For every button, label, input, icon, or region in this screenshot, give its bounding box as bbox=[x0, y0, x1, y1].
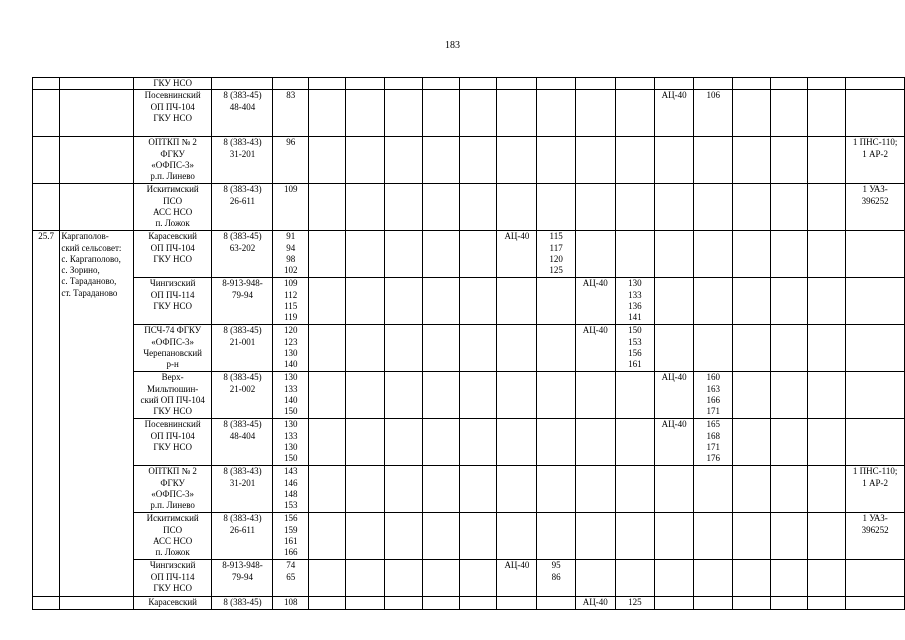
empty-cell bbox=[808, 231, 846, 278]
empty-cell bbox=[384, 419, 422, 466]
unit-name: Карасевский ОП ПЧ-104 ГКУ НСО bbox=[133, 231, 212, 278]
empty-cell bbox=[537, 137, 575, 184]
empty-cell bbox=[733, 90, 770, 137]
empty-cell bbox=[308, 560, 345, 597]
settlement-name bbox=[60, 78, 133, 90]
empty-cell bbox=[384, 560, 422, 597]
empty-cell bbox=[422, 231, 459, 278]
empty-cell bbox=[422, 466, 459, 513]
vehicle-type: АЦ-40 bbox=[655, 372, 694, 419]
empty-cell bbox=[694, 466, 733, 513]
empty-cell bbox=[846, 90, 905, 137]
empty-cell bbox=[497, 184, 537, 231]
empty-cell bbox=[497, 78, 537, 90]
empty-cell bbox=[422, 278, 459, 325]
empty-cell bbox=[694, 560, 733, 597]
empty-cell bbox=[770, 372, 807, 419]
item-number bbox=[33, 78, 60, 90]
empty-cell bbox=[808, 90, 846, 137]
empty-cell bbox=[308, 466, 345, 513]
empty-cell bbox=[694, 278, 733, 325]
empty-cell bbox=[733, 560, 770, 597]
empty-cell bbox=[733, 231, 770, 278]
empty-cell bbox=[615, 78, 654, 90]
empty-cell bbox=[770, 78, 807, 90]
distance-km: 83 bbox=[273, 90, 309, 137]
page-number: 183 bbox=[445, 40, 460, 51]
empty-cell bbox=[422, 513, 459, 560]
additional-equipment: 1 ПНС-110; 1 АР-2 bbox=[846, 137, 905, 184]
distance-km: 74 65 bbox=[273, 560, 309, 597]
empty-cell bbox=[655, 184, 694, 231]
empty-cell bbox=[346, 184, 384, 231]
vehicle-type: АЦ-40 bbox=[575, 325, 615, 372]
empty-cell bbox=[733, 278, 770, 325]
empty-cell bbox=[308, 325, 345, 372]
unit-phone: 8 (383-43) 31-201 bbox=[212, 466, 273, 513]
distance-km: 108 bbox=[273, 597, 309, 609]
vehicle-type: АЦ-40 bbox=[655, 419, 694, 466]
empty-cell bbox=[460, 466, 497, 513]
empty-cell bbox=[770, 597, 807, 609]
empty-cell bbox=[346, 513, 384, 560]
empty-cell bbox=[808, 325, 846, 372]
empty-cell bbox=[655, 137, 694, 184]
empty-cell bbox=[846, 231, 905, 278]
empty-cell bbox=[346, 597, 384, 609]
empty-cell bbox=[497, 90, 537, 137]
empty-cell bbox=[384, 231, 422, 278]
empty-cell bbox=[655, 597, 694, 609]
fire-response-table bbox=[32, 77, 905, 610]
empty-cell bbox=[846, 419, 905, 466]
empty-cell bbox=[694, 231, 733, 278]
empty-cell bbox=[460, 231, 497, 278]
empty-cell bbox=[308, 597, 345, 609]
empty-cell bbox=[655, 466, 694, 513]
empty-cell bbox=[308, 90, 345, 137]
empty-cell bbox=[384, 137, 422, 184]
empty-cell bbox=[733, 325, 770, 372]
empty-cell bbox=[460, 560, 497, 597]
empty-cell bbox=[575, 184, 615, 231]
empty-cell bbox=[575, 419, 615, 466]
table-row bbox=[33, 278, 905, 325]
distance-km: 120 123 130 140 bbox=[273, 325, 309, 372]
empty-cell bbox=[460, 90, 497, 137]
table-row bbox=[33, 372, 905, 419]
distance-km: 130 133 130 150 bbox=[273, 419, 309, 466]
empty-cell bbox=[770, 90, 807, 137]
arrival-time: 160 163 166 171 bbox=[694, 372, 733, 419]
arrival-time: 115 117 120 125 bbox=[537, 231, 575, 278]
empty-cell bbox=[733, 466, 770, 513]
empty-cell bbox=[384, 325, 422, 372]
empty-cell bbox=[808, 560, 846, 597]
table-row bbox=[33, 466, 905, 513]
empty-cell bbox=[575, 90, 615, 137]
distance-km: 91 94 98 102 bbox=[273, 231, 309, 278]
empty-cell bbox=[694, 597, 733, 609]
empty-cell bbox=[346, 325, 384, 372]
empty-cell bbox=[694, 78, 733, 90]
empty-cell bbox=[422, 90, 459, 137]
table-row bbox=[33, 137, 905, 184]
empty-cell bbox=[537, 184, 575, 231]
distance-km: 156 159 161 166 bbox=[273, 513, 309, 560]
empty-cell bbox=[346, 560, 384, 597]
empty-cell bbox=[694, 325, 733, 372]
empty-cell bbox=[460, 513, 497, 560]
table-row bbox=[33, 231, 905, 278]
empty-cell bbox=[615, 90, 654, 137]
empty-cell bbox=[770, 560, 807, 597]
empty-cell bbox=[346, 278, 384, 325]
empty-cell bbox=[346, 419, 384, 466]
empty-cell bbox=[384, 597, 422, 609]
empty-cell bbox=[655, 560, 694, 597]
empty-cell bbox=[770, 278, 807, 325]
empty-cell bbox=[497, 513, 537, 560]
item-number bbox=[33, 597, 60, 609]
empty-cell bbox=[808, 372, 846, 419]
empty-cell bbox=[384, 513, 422, 560]
settlement-name bbox=[60, 184, 133, 231]
empty-cell bbox=[384, 184, 422, 231]
empty-cell bbox=[694, 184, 733, 231]
item-number bbox=[33, 184, 60, 231]
unit-name: Посевнинский ОП ПЧ-104 ГКУ НСО bbox=[133, 419, 212, 466]
empty-cell bbox=[575, 372, 615, 419]
distance-km: 143 146 148 153 bbox=[273, 466, 309, 513]
arrival-time: 125 bbox=[615, 597, 654, 609]
empty-cell bbox=[770, 231, 807, 278]
empty-cell bbox=[846, 325, 905, 372]
empty-cell bbox=[537, 419, 575, 466]
empty-cell bbox=[770, 137, 807, 184]
empty-cell bbox=[422, 137, 459, 184]
empty-cell bbox=[497, 137, 537, 184]
empty-cell bbox=[308, 231, 345, 278]
empty-cell bbox=[422, 78, 459, 90]
empty-cell bbox=[615, 419, 654, 466]
table-row bbox=[33, 325, 905, 372]
empty-cell bbox=[460, 372, 497, 419]
empty-cell bbox=[733, 184, 770, 231]
empty-cell bbox=[733, 78, 770, 90]
empty-cell bbox=[346, 137, 384, 184]
empty-cell bbox=[422, 419, 459, 466]
empty-cell bbox=[615, 372, 654, 419]
vehicle-type: АЦ-40 bbox=[655, 90, 694, 137]
empty-cell bbox=[460, 325, 497, 372]
distance-km: 109 bbox=[273, 184, 309, 231]
empty-cell bbox=[537, 90, 575, 137]
empty-cell bbox=[846, 78, 905, 90]
table-row bbox=[33, 78, 905, 90]
empty-cell bbox=[615, 137, 654, 184]
empty-cell bbox=[497, 419, 537, 466]
settlement-name bbox=[60, 597, 133, 609]
empty-cell bbox=[770, 466, 807, 513]
empty-cell bbox=[308, 137, 345, 184]
empty-cell bbox=[655, 78, 694, 90]
empty-cell bbox=[497, 597, 537, 609]
empty-cell bbox=[615, 560, 654, 597]
unit-name: ГКУ НСО bbox=[133, 78, 212, 90]
settlement-name bbox=[60, 137, 133, 184]
empty-cell bbox=[770, 419, 807, 466]
unit-name: Искитимский ПСО АСС НСО п. Ложок bbox=[133, 184, 212, 231]
empty-cell bbox=[422, 560, 459, 597]
empty-cell bbox=[422, 597, 459, 609]
empty-cell bbox=[575, 466, 615, 513]
empty-cell bbox=[537, 278, 575, 325]
empty-cell bbox=[384, 78, 422, 90]
distance-km bbox=[273, 78, 309, 90]
empty-cell bbox=[655, 278, 694, 325]
item-number bbox=[33, 137, 60, 184]
empty-cell bbox=[808, 78, 846, 90]
empty-cell bbox=[346, 90, 384, 137]
item-number bbox=[33, 90, 60, 137]
empty-cell bbox=[537, 325, 575, 372]
unit-name: Чингизский ОП ПЧ-114 ГКУ НСО bbox=[133, 560, 212, 597]
unit-phone: 8 (383-43) 26-611 bbox=[212, 184, 273, 231]
table-row bbox=[33, 597, 905, 609]
empty-cell bbox=[615, 184, 654, 231]
settlement-name: Каргаполов- ский сельсовет: с. Каргаполово, с. Зорино, с. Тараданово, ст. Тараданово bbox=[60, 231, 133, 597]
empty-cell bbox=[575, 231, 615, 278]
unit-name: Искитимский ПСО АСС НСО п. Ложок bbox=[133, 513, 212, 560]
empty-cell bbox=[615, 513, 654, 560]
empty-cell bbox=[655, 325, 694, 372]
unit-name: Чингизский ОП ПЧ-114 ГКУ НСО bbox=[133, 278, 212, 325]
unit-name: Посевнинский ОП ПЧ-104 ГКУ НСО bbox=[133, 90, 212, 137]
unit-phone: 8-913-948- 79-94 bbox=[212, 560, 273, 597]
table-row bbox=[33, 513, 905, 560]
unit-name: Карасевский bbox=[133, 597, 212, 609]
empty-cell bbox=[808, 513, 846, 560]
unit-phone: 8-913-948- 79-94 bbox=[212, 278, 273, 325]
empty-cell bbox=[384, 466, 422, 513]
empty-cell bbox=[808, 184, 846, 231]
empty-cell bbox=[384, 90, 422, 137]
empty-cell bbox=[846, 560, 905, 597]
empty-cell bbox=[733, 419, 770, 466]
empty-cell bbox=[808, 278, 846, 325]
unit-phone: 8 (383-45) 48-404 bbox=[212, 90, 273, 137]
empty-cell bbox=[537, 78, 575, 90]
additional-equipment: 1 ПНС-110; 1 АР-2 bbox=[846, 466, 905, 513]
arrival-time: 130 133 136 141 bbox=[615, 278, 654, 325]
table-row bbox=[33, 419, 905, 466]
empty-cell bbox=[733, 513, 770, 560]
vehicle-type: АЦ-40 bbox=[575, 278, 615, 325]
empty-cell bbox=[346, 231, 384, 278]
empty-cell bbox=[615, 231, 654, 278]
empty-cell bbox=[346, 466, 384, 513]
empty-cell bbox=[770, 513, 807, 560]
empty-cell bbox=[733, 597, 770, 609]
empty-cell bbox=[537, 513, 575, 560]
empty-cell bbox=[575, 137, 615, 184]
unit-name: ОПТКП № 2 ФГКУ «ОФПС-3» р.п. Линево bbox=[133, 466, 212, 513]
vehicle-type: АЦ-40 bbox=[575, 597, 615, 609]
empty-cell bbox=[655, 231, 694, 278]
empty-cell bbox=[537, 597, 575, 609]
empty-cell bbox=[575, 513, 615, 560]
empty-cell bbox=[497, 325, 537, 372]
empty-cell bbox=[733, 137, 770, 184]
empty-cell bbox=[346, 78, 384, 90]
empty-cell bbox=[615, 466, 654, 513]
unit-phone: 8 (383-45) 21-002 bbox=[212, 372, 273, 419]
table-row bbox=[33, 560, 905, 597]
empty-cell bbox=[308, 513, 345, 560]
vehicle-type: АЦ-40 bbox=[497, 560, 537, 597]
empty-cell bbox=[846, 372, 905, 419]
additional-equipment: 1 УАЗ- 396252 bbox=[846, 513, 905, 560]
unit-phone: 8 (383-45) 63-202 bbox=[212, 231, 273, 278]
empty-cell bbox=[575, 78, 615, 90]
empty-cell bbox=[733, 372, 770, 419]
empty-cell bbox=[460, 278, 497, 325]
empty-cell bbox=[537, 466, 575, 513]
empty-cell bbox=[694, 137, 733, 184]
empty-cell bbox=[422, 325, 459, 372]
empty-cell bbox=[308, 184, 345, 231]
unit-name: ПСЧ-74 ФГКУ «ОФПС-3» Черепановский р-н bbox=[133, 325, 212, 372]
empty-cell bbox=[846, 278, 905, 325]
empty-cell bbox=[384, 278, 422, 325]
empty-cell bbox=[346, 372, 384, 419]
empty-cell bbox=[460, 137, 497, 184]
arrival-time: 95 86 bbox=[537, 560, 575, 597]
empty-cell bbox=[770, 325, 807, 372]
empty-cell bbox=[808, 137, 846, 184]
empty-cell bbox=[770, 184, 807, 231]
empty-cell bbox=[308, 78, 345, 90]
empty-cell bbox=[308, 372, 345, 419]
unit-name: ОПТКП № 2 ФГКУ «ОФПС-3» р.п. Линево bbox=[133, 137, 212, 184]
empty-cell bbox=[422, 372, 459, 419]
empty-cell bbox=[575, 560, 615, 597]
empty-cell bbox=[460, 184, 497, 231]
empty-cell bbox=[655, 513, 694, 560]
item-number: 25.7 bbox=[33, 231, 60, 597]
unit-phone bbox=[212, 78, 273, 90]
settlement-name bbox=[60, 90, 133, 137]
empty-cell bbox=[497, 372, 537, 419]
empty-cell bbox=[308, 278, 345, 325]
table-body bbox=[33, 78, 905, 610]
arrival-time: 150 153 156 161 bbox=[615, 325, 654, 372]
empty-cell bbox=[808, 597, 846, 609]
unit-phone: 8 (383-43) 26-611 bbox=[212, 513, 273, 560]
empty-cell bbox=[422, 184, 459, 231]
empty-cell bbox=[460, 597, 497, 609]
vehicle-type: АЦ-40 bbox=[497, 231, 537, 278]
unit-phone: 8 (383-45) 48-404 bbox=[212, 419, 273, 466]
unit-phone: 8 (383-43) 31-201 bbox=[212, 137, 273, 184]
distance-km: 130 133 140 150 bbox=[273, 372, 309, 419]
empty-cell bbox=[308, 419, 345, 466]
additional-equipment: 1 УАЗ- 396252 bbox=[846, 184, 905, 231]
arrival-time: 106 bbox=[694, 90, 733, 137]
empty-cell bbox=[460, 419, 497, 466]
table-row bbox=[33, 184, 905, 231]
unit-phone: 8 (383-45) 21-001 bbox=[212, 325, 273, 372]
distance-km: 96 bbox=[273, 137, 309, 184]
empty-cell bbox=[808, 419, 846, 466]
arrival-time: 165 168 171 176 bbox=[694, 419, 733, 466]
empty-cell bbox=[497, 466, 537, 513]
table-row bbox=[33, 90, 905, 137]
unit-name: Верх- Мильтюшин- ский ОП ПЧ-104 ГКУ НСО bbox=[133, 372, 212, 419]
empty-cell bbox=[460, 78, 497, 90]
empty-cell bbox=[537, 372, 575, 419]
empty-cell bbox=[846, 597, 905, 609]
unit-phone: 8 (383-45) bbox=[212, 597, 273, 609]
empty-cell bbox=[808, 466, 846, 513]
distance-km: 109 112 115 119 bbox=[273, 278, 309, 325]
empty-cell bbox=[694, 513, 733, 560]
empty-cell bbox=[497, 278, 537, 325]
empty-cell bbox=[384, 372, 422, 419]
